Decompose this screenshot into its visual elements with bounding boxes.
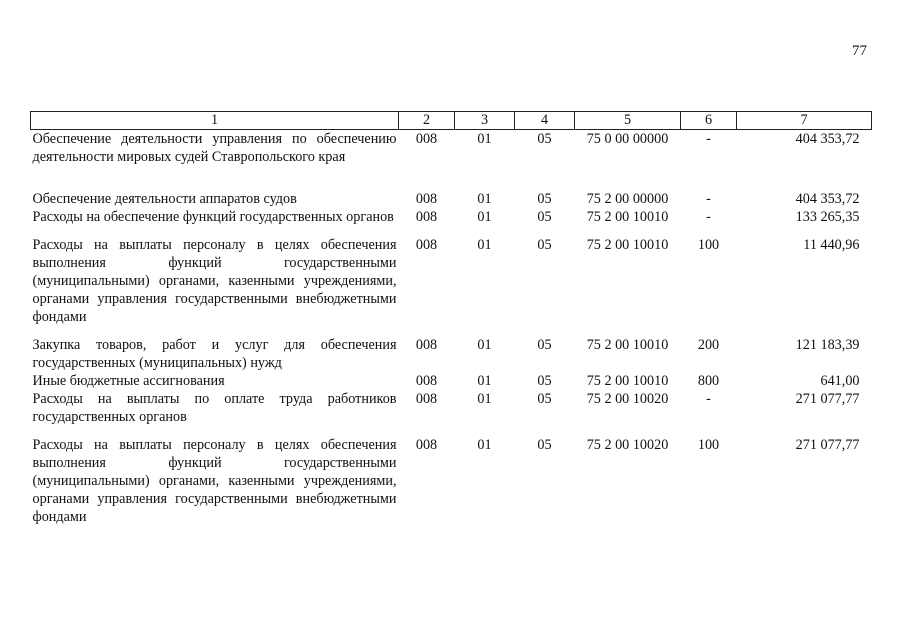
row-code-2: 008 (415, 209, 438, 225)
table-row (31, 208, 872, 236)
row-code-4: 05 (537, 391, 552, 407)
budget-table (30, 111, 872, 526)
column-header-4: 4 (515, 112, 575, 130)
column-header-3: 3 (455, 112, 515, 130)
row-code-5: 75 2 00 00000 (586, 191, 669, 207)
row-code-6: - (706, 191, 711, 207)
table-row (31, 390, 872, 436)
row-code-2: 008 (415, 237, 438, 253)
table-row (31, 336, 872, 372)
row-name: Расходы на обеспечение функций государственных органов (32, 209, 394, 225)
row-amount: 133 265,35 (795, 209, 860, 225)
header-row (31, 112, 872, 130)
column-header-7: 7 (737, 112, 872, 130)
table-row (31, 130, 872, 191)
row-code-6: - (706, 391, 711, 407)
row-code-6: 200 (697, 337, 720, 353)
row-code-3: 01 (477, 391, 492, 407)
table-row (31, 236, 872, 336)
row-code-4: 05 (537, 373, 552, 389)
row-code-4: 05 (537, 131, 552, 147)
row-code-2: 008 (415, 191, 438, 207)
row-code-3: 01 (477, 373, 492, 389)
row-amount: 404 353,72 (795, 191, 860, 207)
row-code-3: 01 (477, 437, 492, 453)
row-code-5: 75 0 00 00000 (586, 131, 669, 147)
row-amount: 11 440,96 (803, 237, 860, 253)
row-code-6: - (706, 131, 711, 147)
row-code-6: - (706, 209, 711, 225)
row-code-5: 75 2 00 10010 (586, 237, 669, 253)
column-header-5: 5 (575, 112, 681, 130)
column-header-1: 1 (31, 112, 399, 130)
row-code-5: 75 2 00 10020 (586, 391, 669, 407)
row-code-4: 05 (537, 337, 552, 353)
table-row (31, 436, 872, 526)
row-code-2: 008 (415, 437, 438, 453)
row-code-2: 008 (415, 337, 438, 353)
row-code-4: 05 (537, 209, 552, 225)
row-code-4: 05 (537, 191, 552, 207)
row-code-6: 100 (697, 237, 720, 253)
row-code-2: 008 (415, 391, 438, 407)
row-amount: 271 077,77 (795, 391, 860, 407)
row-code-3: 01 (477, 337, 492, 353)
row-name: Обеспечение деятельности аппаратов судов (32, 191, 297, 207)
table-row (31, 190, 872, 208)
row-code-5: 75 2 00 10010 (586, 337, 669, 353)
row-code-3: 01 (477, 191, 492, 207)
row-code-2: 008 (415, 131, 438, 147)
row-code-2: 008 (415, 373, 438, 389)
row-code-3: 01 (477, 237, 492, 253)
row-amount: 404 353,72 (795, 131, 860, 147)
row-name: Расходы на выплаты персоналу в целях обеспечения выполнения функций государственными (муниципальными) органами, казенными учреждениями, органами управления государственными внебюджетными фондами (32, 237, 397, 325)
row-code-5: 75 2 00 10010 (586, 373, 669, 389)
row-amount: 121 183,39 (795, 337, 860, 353)
page-number: 77 (852, 43, 867, 59)
row-name: Расходы на выплаты персоналу в целях обеспечения выполнения функций государственными (муниципальными) органами, казенными учреждениями, органами управления государственными внебюджетными фондами (32, 437, 397, 525)
row-name: Закупка товаров, работ и услуг для обеспечения государственных (муниципальных) нужд (32, 337, 397, 371)
row-name: Иные бюджетные ассигнования (32, 373, 225, 389)
column-header-6: 6 (681, 112, 737, 130)
row-code-5: 75 2 00 10020 (586, 437, 669, 453)
row-amount: 271 077,77 (795, 437, 860, 453)
row-code-3: 01 (477, 209, 492, 225)
row-name: Расходы на выплаты по оплате труда работников государственных органов (32, 391, 397, 425)
row-code-3: 01 (477, 131, 492, 147)
table-row (31, 372, 872, 390)
row-name: Обеспечение деятельности управления по обеспечению деятельности мировых судей Ставропольского края (32, 131, 397, 165)
row-code-4: 05 (537, 237, 552, 253)
row-code-6: 100 (697, 437, 720, 453)
column-header-2: 2 (399, 112, 455, 130)
row-amount: 641,00 (820, 373, 860, 389)
row-code-4: 05 (537, 437, 552, 453)
row-code-5: 75 2 00 10010 (586, 209, 669, 225)
row-code-6: 800 (697, 373, 720, 389)
